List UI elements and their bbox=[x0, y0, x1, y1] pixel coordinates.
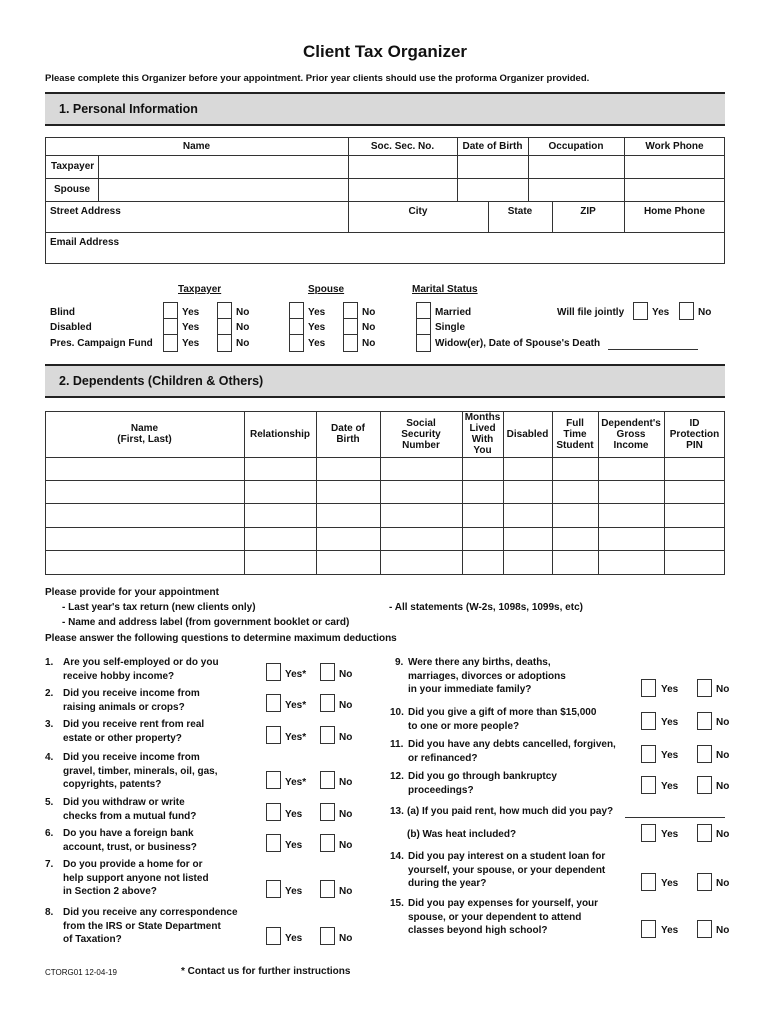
q16-no-checkbox[interactable] bbox=[697, 920, 712, 938]
q7-no-checkbox[interactable] bbox=[320, 880, 335, 898]
yes-label: Yes bbox=[182, 307, 200, 318]
intro-text: Please complete this Organizer before your appointment. Prior year clients should use the proforma Organizer provided. bbox=[45, 73, 590, 84]
yes-label: Yes bbox=[308, 338, 326, 349]
col-dob: Date of Birth bbox=[462, 141, 523, 152]
question-text: yourself, your spouse, or your dependent bbox=[408, 864, 606, 876]
spouse-name-field[interactable] bbox=[99, 179, 347, 200]
taxpayer-campaign-yes-checkbox[interactable] bbox=[163, 334, 178, 352]
question-number: 14. bbox=[390, 851, 404, 862]
question-text: Were there any births, deaths, bbox=[408, 657, 551, 668]
question-text: gravel, timber, minerals, oil, gas, bbox=[63, 765, 218, 777]
question-text: Do you provide a home for or bbox=[63, 859, 203, 870]
question-text: (b) Was heat included? bbox=[407, 829, 517, 840]
provide-heading: Please provide for your appointment bbox=[45, 587, 219, 598]
single-label: Single bbox=[435, 322, 466, 333]
provide-item: - Last year's tax return (new clients only) bbox=[62, 602, 256, 613]
q1-yes-checkbox[interactable] bbox=[266, 663, 281, 681]
question-text: Did you pay expenses for yourself, your bbox=[408, 898, 599, 909]
no-label: No bbox=[339, 669, 353, 680]
q12-no-checkbox[interactable] bbox=[697, 776, 712, 794]
dep-col-months: Months Lived With You bbox=[464, 412, 501, 456]
question-text: marriages, divorces or adoptions bbox=[408, 670, 566, 682]
home-phone-label: Home Phone bbox=[643, 206, 706, 217]
question-text: Did you withdraw or write bbox=[63, 797, 185, 808]
question-number: 12. bbox=[390, 771, 404, 782]
spouse-death-date-field[interactable] bbox=[608, 349, 698, 350]
q9-no-checkbox[interactable] bbox=[697, 679, 712, 697]
widower-label: Widow(er), Date of Spouse's Death bbox=[435, 338, 601, 349]
no-label: No bbox=[716, 925, 730, 936]
no-label: No bbox=[339, 777, 353, 788]
taxpayer-campaign-no-checkbox[interactable] bbox=[217, 334, 232, 352]
question-text: Did you have any debts cancelled, forgiven, bbox=[408, 739, 616, 750]
widower-checkbox[interactable] bbox=[416, 334, 431, 352]
question-text: Are you self-employed or do you bbox=[63, 657, 219, 668]
col-ssn: Soc. Sec. No. bbox=[370, 141, 435, 152]
question-text: Did you receive income from bbox=[63, 688, 200, 699]
no-label: No bbox=[716, 781, 730, 792]
zip-label: ZIP bbox=[580, 206, 596, 217]
question-number: 8. bbox=[45, 907, 54, 918]
question-text: in your immediate family? bbox=[408, 684, 532, 695]
no-label: No bbox=[716, 878, 730, 889]
q11-yes-checkbox[interactable] bbox=[641, 745, 656, 763]
yes-label: Yes* bbox=[285, 732, 307, 743]
no-label: No bbox=[716, 750, 730, 761]
yes-label: Yes bbox=[661, 750, 679, 761]
question-number: 5. bbox=[45, 797, 54, 808]
question-number: 1. bbox=[45, 657, 54, 668]
footer-note: * Contact us for further instructions bbox=[181, 966, 351, 977]
q5-yes-checkbox[interactable] bbox=[266, 803, 281, 821]
question-text: Do you have a foreign bank bbox=[63, 828, 194, 839]
q3-yes-checkbox[interactable] bbox=[266, 726, 281, 744]
no-label: No bbox=[716, 684, 730, 695]
question-text: checks from a mutual fund? bbox=[63, 810, 197, 822]
no-label: No bbox=[698, 307, 712, 318]
q12-yes-checkbox[interactable] bbox=[641, 776, 656, 794]
yes-label: Yes bbox=[285, 809, 303, 820]
question-text: (a) If you paid rent, how much did you pay? bbox=[407, 806, 614, 817]
status-row-blind: Blind bbox=[50, 307, 75, 318]
dep-col-fulltime: Full Time Student bbox=[556, 418, 594, 451]
q7-yes-checkbox[interactable] bbox=[266, 880, 281, 898]
q2-yes-checkbox[interactable] bbox=[266, 694, 281, 712]
question-text: from the IRS or State Department bbox=[63, 920, 221, 932]
married-label: Married bbox=[435, 307, 472, 318]
dep-col-dob: Date of Birth bbox=[331, 423, 365, 445]
joint-label: Will file jointly bbox=[557, 307, 625, 318]
question-text: estate or other property? bbox=[63, 732, 182, 744]
question-number: 9. bbox=[395, 657, 404, 668]
provide-item: - Name and address label (from government booklet or card) bbox=[62, 617, 350, 628]
question-text: Did you go through bankruptcy bbox=[408, 771, 557, 782]
question-number: 6. bbox=[45, 828, 54, 839]
no-label: No bbox=[362, 322, 376, 333]
question-number: 10. bbox=[390, 707, 404, 718]
no-label: No bbox=[716, 717, 730, 728]
dep-col-name: Name (First, Last) bbox=[117, 423, 172, 445]
q8-yes-checkbox[interactable] bbox=[266, 927, 281, 945]
q6-no-checkbox[interactable] bbox=[320, 834, 335, 852]
no-label: No bbox=[236, 338, 250, 349]
q10-no-checkbox[interactable] bbox=[697, 712, 712, 730]
q1-no-checkbox[interactable] bbox=[320, 663, 335, 681]
state-label: State bbox=[507, 206, 533, 217]
question-text: receive hobby income? bbox=[63, 670, 175, 682]
q4-no-checkbox[interactable] bbox=[320, 771, 335, 789]
question-text: Did you receive income from bbox=[63, 752, 200, 763]
spouse-campaign-no-checkbox[interactable] bbox=[343, 334, 358, 352]
email-label: Email Address bbox=[50, 237, 120, 248]
col-occupation: Occupation bbox=[548, 141, 604, 152]
question-text: Did you receive any correspondence bbox=[63, 907, 238, 918]
question-text: to one or more people? bbox=[408, 720, 520, 732]
no-label: No bbox=[339, 732, 353, 743]
dep-col-pin: ID Protection PIN bbox=[669, 418, 720, 451]
no-label: No bbox=[236, 322, 250, 333]
yes-label: Yes bbox=[285, 886, 303, 897]
yes-label: Yes bbox=[661, 925, 679, 936]
row-taxpayer: Taxpayer bbox=[51, 161, 95, 172]
section1-header: 1. Personal Information bbox=[45, 92, 725, 126]
question-number: 4. bbox=[45, 752, 54, 763]
q15-no-checkbox[interactable] bbox=[697, 873, 712, 891]
question-text: Did you receive rent from real bbox=[63, 719, 205, 730]
yes-label: Yes* bbox=[285, 777, 307, 788]
question-text: raising animals or crops? bbox=[63, 701, 185, 713]
status-row-campaign: Pres. Campaign Fund bbox=[50, 338, 153, 349]
status-row-disabled: Disabled bbox=[50, 322, 92, 333]
question-text: classes beyond high school? bbox=[408, 925, 548, 936]
yes-label: Yes bbox=[308, 307, 326, 318]
yes-label: Yes bbox=[182, 322, 200, 333]
yes-label: Yes bbox=[308, 322, 326, 333]
q11-no-checkbox[interactable] bbox=[697, 745, 712, 763]
yes-label: Yes bbox=[652, 307, 670, 318]
questions-heading: Please answer the following questions to determine maximum deductions bbox=[45, 633, 397, 644]
status-header-spouse: Spouse bbox=[308, 284, 345, 295]
joint-no-checkbox[interactable] bbox=[679, 302, 694, 320]
no-label: No bbox=[362, 307, 376, 318]
yes-label: Yes bbox=[661, 717, 679, 728]
col-work-phone: Work Phone bbox=[645, 141, 704, 152]
question-text: or refinanced? bbox=[408, 752, 478, 764]
yes-label: Yes bbox=[182, 338, 200, 349]
provide-item: - All statements (W-2s, 1098s, 1099s, etc) bbox=[389, 602, 583, 613]
status-header-marital: Marital Status bbox=[412, 284, 478, 295]
q10-yes-checkbox[interactable] bbox=[641, 712, 656, 730]
q6-yes-checkbox[interactable] bbox=[266, 834, 281, 852]
dep-col-relationship: Relationship bbox=[249, 429, 310, 440]
dep-col-ssn: Social Security Number bbox=[401, 418, 441, 451]
status-header-taxpayer: Taxpayer bbox=[178, 284, 222, 295]
yes-label: Yes bbox=[661, 829, 679, 840]
question-number: 13. bbox=[390, 806, 404, 817]
yes-label: Yes bbox=[661, 684, 679, 695]
city-label: City bbox=[408, 206, 428, 217]
q5-no-checkbox[interactable] bbox=[320, 803, 335, 821]
yes-label: Yes* bbox=[285, 669, 307, 680]
dep-col-income: Dependent's Gross Income bbox=[601, 418, 661, 451]
question-number: 15. bbox=[390, 898, 404, 909]
question-number: 3. bbox=[45, 719, 54, 730]
section2-header: 2. Dependents (Children & Others) bbox=[45, 364, 725, 398]
col-name: Name bbox=[182, 141, 211, 152]
question-text: of Taxation? bbox=[63, 934, 122, 945]
q14-no-checkbox[interactable] bbox=[697, 824, 712, 842]
no-label: No bbox=[339, 886, 353, 897]
question-text: copyrights, patents? bbox=[63, 779, 162, 790]
question-number: 11. bbox=[390, 739, 404, 750]
question-text: Did you give a gift of more than $15,000 bbox=[408, 707, 597, 718]
question-text: in Section 2 above? bbox=[63, 886, 157, 897]
question-text: proceedings? bbox=[408, 784, 474, 796]
yes-label: Yes bbox=[285, 933, 303, 944]
q4-yes-checkbox[interactable] bbox=[266, 771, 281, 789]
yes-label: Yes* bbox=[285, 700, 307, 711]
no-label: No bbox=[339, 840, 353, 851]
q2-no-checkbox[interactable] bbox=[320, 694, 335, 712]
q3-no-checkbox[interactable] bbox=[320, 726, 335, 744]
question-text: help support anyone not listed bbox=[63, 872, 209, 884]
rent-amount-field[interactable] bbox=[625, 817, 725, 818]
question-text: during the year? bbox=[408, 878, 487, 889]
question-text: account, trust, or business? bbox=[63, 841, 197, 853]
q8-no-checkbox[interactable] bbox=[320, 927, 335, 945]
no-label: No bbox=[716, 829, 730, 840]
q14-yes-checkbox[interactable] bbox=[641, 824, 656, 842]
q16-yes-checkbox[interactable] bbox=[641, 920, 656, 938]
form-code: CTORG01 12-04-19 bbox=[45, 968, 117, 977]
yes-label: Yes bbox=[661, 878, 679, 889]
no-label: No bbox=[236, 307, 250, 318]
no-label: No bbox=[362, 338, 376, 349]
question-text: Did you pay interest on a student loan for bbox=[408, 851, 606, 862]
no-label: No bbox=[339, 700, 353, 711]
dep-col-disabled: Disabled bbox=[506, 429, 549, 440]
row-spouse: Spouse bbox=[54, 184, 91, 195]
question-number: 2. bbox=[45, 688, 54, 699]
q9-yes-checkbox[interactable] bbox=[641, 679, 656, 697]
spouse-campaign-yes-checkbox[interactable] bbox=[289, 334, 304, 352]
street-address-label: Street Address bbox=[50, 206, 121, 217]
yes-label: Yes bbox=[285, 840, 303, 851]
question-number: 7. bbox=[45, 859, 54, 870]
no-label: No bbox=[339, 809, 353, 820]
q15-yes-checkbox[interactable] bbox=[641, 873, 656, 891]
question-text: spouse, or your dependent to attend bbox=[408, 911, 582, 923]
joint-yes-checkbox[interactable] bbox=[633, 302, 648, 320]
taxpayer-name-field[interactable] bbox=[99, 156, 347, 177]
no-label: No bbox=[339, 933, 353, 944]
page-title: Client Tax Organizer bbox=[302, 42, 468, 61]
yes-label: Yes bbox=[661, 781, 679, 792]
